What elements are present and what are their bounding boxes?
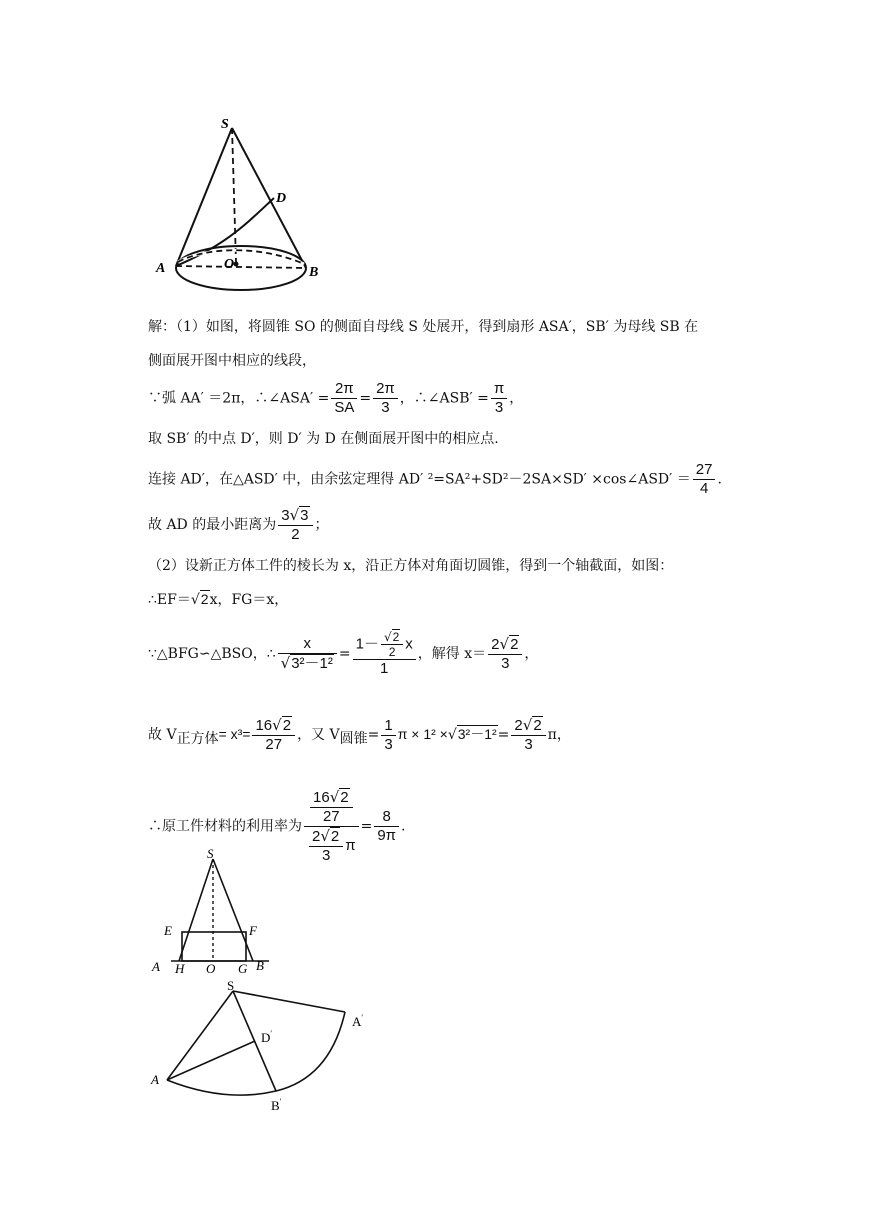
text-span: 取 SB′ 的中点 D′，则 D′ 为 D 在侧面展开图中的相应点. [148, 431, 499, 447]
denominator: 2 [388, 645, 396, 659]
text-span: π [345, 836, 356, 854]
radicand: 2 [510, 636, 519, 653]
numerator: 2π [373, 380, 398, 399]
cone-label-d: D [276, 191, 287, 206]
cone-label-b: B [309, 265, 319, 280]
fraction [491, 380, 507, 417]
denominator: 27 [322, 808, 340, 825]
radicand: 3 [300, 507, 309, 524]
text-span: = [367, 727, 380, 743]
sector-label-a: A [151, 1072, 159, 1087]
text-span: 16 [313, 789, 330, 806]
numerator [310, 788, 353, 808]
sector-label-a-prime: A′ [352, 1013, 364, 1029]
text-span: ； [314, 517, 329, 533]
text-span: 1－ [355, 635, 379, 653]
sqrt-icon: √ [320, 827, 330, 845]
text-span: ∵△BFG∽△BSO，∴ [148, 646, 276, 662]
text-span: 连接 AD′，在△ASD′ 中，由余弦定理得 AD′ ²=SA²+SD²－2SA×SD′ ×cos∠ASD′ ＝ [148, 471, 691, 488]
section-label-s: S [207, 846, 214, 861]
denominator [278, 654, 337, 673]
radicand: 2 [330, 828, 340, 845]
equals: = [338, 646, 351, 662]
solution-line-2 [148, 351, 316, 371]
denominator: SA [334, 399, 355, 416]
text-span: 解：（1）如图，将圆锥 SO 的侧面自母线 S 处展开，得到扇形 ASA′，SB′ 为母线 SB 在 [148, 319, 699, 335]
radicand: 2 [533, 717, 542, 734]
equals: = [359, 390, 372, 407]
cone-label-a: A [156, 261, 166, 276]
sqrt-icon: √ [190, 592, 200, 608]
numerator: 27 [693, 461, 716, 480]
sqrt-expr [191, 591, 210, 607]
cone-label-s: S [221, 117, 229, 132]
text-span: = x³= [218, 726, 251, 742]
section-label-g: G [238, 961, 248, 975]
radicand: 3²－1² [457, 726, 497, 742]
solution-line-4 [148, 429, 499, 449]
denominator: 27 [265, 736, 283, 753]
fraction [511, 716, 545, 754]
section-label-o: O [206, 961, 216, 975]
denominator: 3 [384, 735, 393, 753]
fraction [374, 808, 399, 845]
denominator [304, 827, 359, 865]
solution-line-1 [148, 317, 698, 337]
text-span: （2）设新正方体工件的棱长为 x，沿正方体对角面切圆锥，得到一个轴截面，如图： [148, 558, 674, 574]
numerator [488, 635, 522, 655]
fraction [310, 788, 353, 826]
denominator: 9π [377, 827, 397, 844]
sector-label-d-prime: D′ [261, 1029, 273, 1045]
text-span: ，又 V [297, 727, 340, 743]
numerator [381, 630, 403, 645]
text-span: π × 1² × [397, 726, 448, 742]
numerator: 8 [374, 808, 399, 827]
denominator: 3 [501, 655, 510, 672]
sqrt-icon: √ [289, 506, 300, 524]
solution-line-9 [148, 630, 538, 678]
fraction [353, 630, 416, 678]
denominator: 1 [380, 660, 389, 677]
text-span: x [405, 635, 413, 653]
text-span: 2 [312, 828, 321, 845]
sector-label-s: S [227, 978, 235, 993]
subscript: 正方体 [176, 730, 219, 747]
label-text: A [352, 1014, 362, 1029]
numerator [353, 630, 416, 660]
cone-figure [148, 112, 348, 302]
section-label-f: F [249, 923, 257, 938]
fraction [693, 461, 716, 498]
text-span: x，FG＝x， [209, 592, 289, 608]
fraction [304, 788, 359, 865]
text-span: π， [547, 727, 571, 743]
fraction [278, 506, 312, 544]
radicand: 2 [340, 789, 349, 806]
section-label-e: E [164, 923, 172, 938]
radicand: 3²－1² [291, 655, 333, 672]
numerator [278, 506, 312, 526]
text-span: ， [524, 646, 539, 662]
radicand: 2 [282, 717, 292, 734]
sqrt-icon: √ [447, 727, 457, 743]
section-label-a: A [152, 959, 160, 974]
numerator [304, 788, 359, 827]
fraction [278, 635, 337, 673]
solution-line-3 [148, 380, 523, 417]
fraction [381, 717, 395, 754]
cone-label-o: O [224, 257, 235, 272]
radicand: 2 [392, 630, 400, 644]
sqrt-icon: √ [383, 630, 392, 644]
fraction [331, 380, 357, 417]
text-span: ，解得 x＝ [417, 646, 487, 662]
text-span: ∴原工件材料的利用率为 [148, 818, 302, 835]
sector-label-b-prime: B′ [271, 1097, 282, 1113]
text-span: 故 AD 的最小距离为 [148, 517, 277, 533]
equals: = [497, 727, 510, 743]
text-span: 16 [255, 717, 273, 734]
section-label-b: B [256, 958, 264, 973]
numerator: 1 [381, 717, 395, 736]
numerator [309, 827, 343, 847]
cross-section-figure [145, 845, 285, 975]
section-label-h: H [175, 961, 185, 975]
fraction [373, 380, 398, 417]
numerator: π [491, 380, 507, 399]
text-span: 故 V [148, 727, 177, 743]
fraction [252, 716, 295, 754]
text-span: ∴EF＝ [148, 592, 191, 608]
sqrt-icon: √ [280, 654, 291, 672]
sqrt-expr [448, 726, 498, 742]
denominator: 2 [291, 526, 300, 543]
fraction [488, 635, 522, 673]
sqrt-icon: √ [272, 716, 282, 734]
label-text: B [271, 1098, 280, 1113]
text-span: ∵弧 AA′ ＝2π，∴∠ASA′ = [148, 390, 330, 407]
text-span: ，∴∠ASB′ = [399, 390, 489, 407]
solution-line-10 [148, 716, 571, 754]
text-span: 3 [281, 507, 290, 524]
sqrt-icon: √ [329, 788, 340, 806]
sector-figure [145, 978, 385, 1118]
radicand: 2 [200, 591, 209, 607]
fraction [381, 630, 403, 659]
subscript: 圆锥 [339, 730, 368, 747]
numerator: 2π [331, 380, 357, 399]
denominator: 4 [699, 480, 709, 497]
label-text: D [261, 1030, 271, 1045]
fraction [309, 827, 343, 865]
solution-line-8 [148, 589, 288, 610]
denominator: 3 [494, 399, 504, 416]
denominator: 3 [381, 399, 390, 416]
text-span: 2 [491, 636, 500, 653]
sqrt-icon: √ [522, 716, 533, 734]
denominator: 3 [524, 736, 533, 753]
sqrt-icon: √ [499, 635, 510, 653]
denominator: 3 [321, 847, 331, 864]
numerator [511, 716, 545, 736]
equals: = [360, 818, 373, 835]
numerator [252, 716, 295, 736]
solution-line-5 [148, 461, 722, 498]
text-span: ， [509, 390, 524, 407]
numerator: x [278, 635, 337, 654]
solution-line-6 [148, 506, 329, 544]
text-span: . [717, 471, 722, 488]
text-span: . [401, 818, 406, 835]
text-span: 2 [514, 717, 523, 734]
text-span: 侧面展开图中相应的线段， [148, 353, 316, 369]
solution-line-7 [148, 556, 673, 576]
